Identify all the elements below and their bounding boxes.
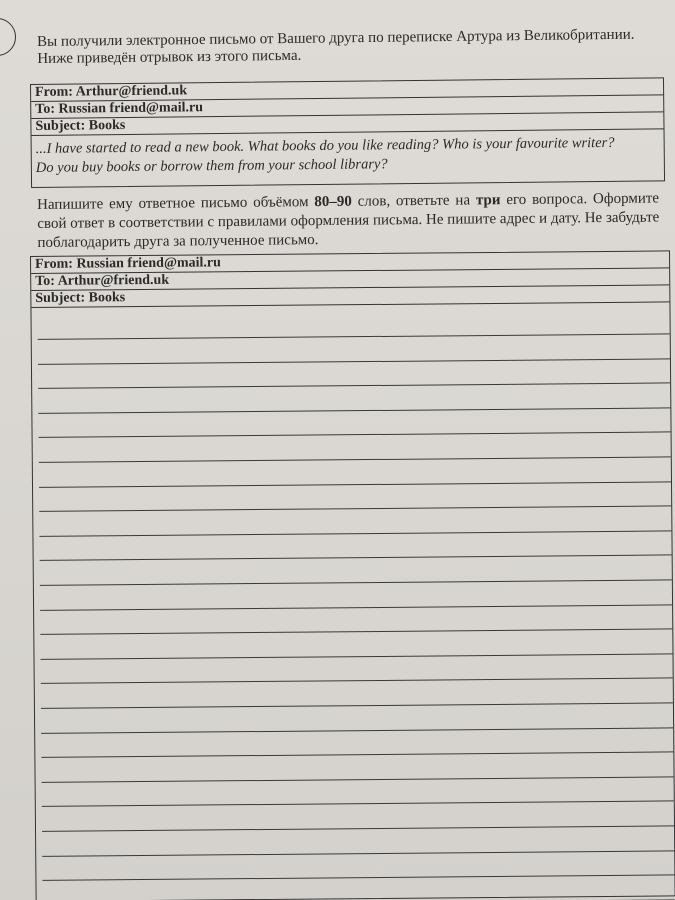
writing-line[interactable] [42,825,674,832]
writing-line[interactable] [38,383,670,390]
writing-line[interactable] [38,333,670,340]
answer-from: From: Russian friend@mail.ru [31,251,669,274]
writing-line[interactable] [41,752,673,759]
writing-line[interactable] [39,530,671,537]
task-instructions [37,189,660,253]
writing-line[interactable] [40,555,672,562]
task-intro [37,26,657,68]
writing-line[interactable] [39,432,671,439]
writing-line[interactable] [41,727,673,734]
answer-to: To: Arthur@friend.uk [31,268,669,291]
answer-subject: Subject: Books [31,285,669,308]
writing-line[interactable] [40,579,672,586]
writing-line[interactable] [38,407,670,414]
excerpt-line-1: ...I have started to read a new book. What books do you like reading? Who is your favourite writer? [35,134,615,157]
writing-line[interactable] [42,850,674,857]
writing-line[interactable] [39,456,671,463]
writing-line[interactable] [38,358,670,365]
writing-line[interactable] [42,875,674,882]
writing-line[interactable] [41,702,673,709]
writing-line[interactable] [42,801,674,808]
excerpt-line-2: Do you buy books or borrow them from your school library? [35,156,388,176]
writing-line[interactable] [42,776,674,783]
intro-line-1: Вы получили электронное письмо от Вашего друга по переписке Артура из Великобритании. [37,26,635,50]
letter-excerpt [32,129,664,178]
instr-part-1: Напишите ему ответное письмо объёмом [37,194,315,213]
intro-line-2: Ниже приведён отрывок из этого письма. [37,47,302,67]
letter-from: From: Arthur@friend.uk [31,78,663,102]
word-count: 80–90 [314,193,352,211]
instr-part-2: слов, ответьте на [351,192,476,210]
answer-form-box [30,250,675,900]
writing-line[interactable] [39,481,671,488]
letter-subject: Subject: Books [31,112,663,136]
letter-to: To: Russian friend@mail.ru [31,95,663,119]
writing-line[interactable] [41,653,673,660]
instr-part-3: его вопроса. Оформите свой ответ в соответствии с правилами оформления письма. Не пишите адрес и дату. Не забудьте поблагодарить друга за полученное письмо. [37,190,660,251]
writing-line[interactable] [40,629,672,636]
three-questions: три [475,192,501,209]
friend-letter-box [30,77,665,188]
answer-writing-lines[interactable] [31,251,675,900]
writing-line[interactable] [40,604,672,611]
task-number-circle [0,18,16,56]
writing-line[interactable] [41,678,673,685]
writing-line[interactable] [39,506,671,513]
